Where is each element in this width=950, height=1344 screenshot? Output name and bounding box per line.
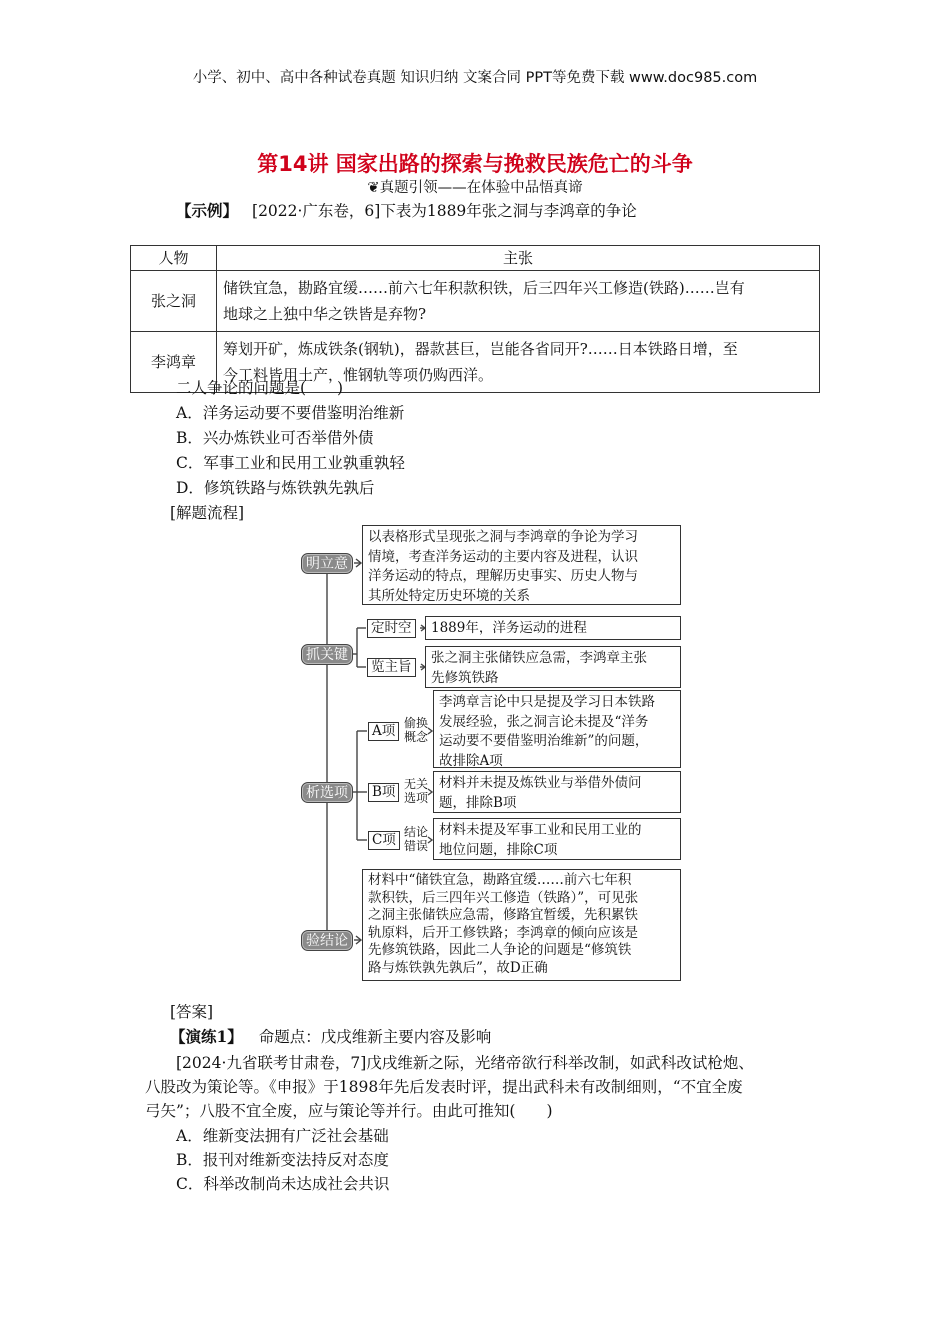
box-line: 故排除A项: [439, 752, 503, 769]
claim-line: 今工料皆用土产，惟钢轨等项仍购西洋。: [223, 366, 494, 384]
box-line: 发展经验，张之洞言论未提及“洋务: [439, 713, 649, 730]
option-a-box: [433, 690, 681, 768]
example-tag: 【示例】: [176, 201, 239, 220]
reason-line: 选项: [404, 791, 429, 805]
reason-c: [404, 825, 428, 853]
practice-text-line1: [2024·九省联考甘肃卷，7]戊戌维新之际，光绪帝欲行科举改制，如武科改试枪炮、: [176, 1054, 754, 1072]
reason-line: 无关: [404, 777, 429, 791]
subtitle-text: 真题引领——在体验中品悟真谛: [379, 180, 583, 196]
practice-text-line3: 弓矢”；八股不宜全废，应与策论等并行。由此可推知( ): [145, 1102, 553, 1120]
practice-point: 命题点：戊戌维新主要内容及影响: [258, 1028, 492, 1046]
box-line: 路与炼铁孰先孰后”，故D正确: [368, 959, 548, 976]
claim-line: 储铁宜急，勘路宜缓……前六七年积款积铁，后三四年兴工修造(铁路)……岂有: [223, 279, 745, 297]
step-verify-conclusion: 验结论: [301, 930, 353, 951]
option-c: C．军事工业和民用工业孰重孰轻: [176, 454, 405, 472]
claim-line: 地球之上独中华之铁皆是弃物?: [223, 305, 427, 323]
tag-option-b: B项: [368, 783, 399, 802]
lesson-title: 第14讲 国家出路的探索与挽救民族危亡的斗争: [257, 152, 693, 176]
step-grasp-key: 抓关键: [301, 644, 353, 665]
tag-main-idea: 览主旨: [367, 658, 416, 677]
box-line: 张之洞主张储铁应急需，李鸿章主张: [431, 650, 647, 666]
box-line: 洋务运动的特点，理解历史事实、历史人物与: [368, 568, 638, 584]
reason-line: 偷换: [404, 716, 429, 730]
reason-a: [404, 716, 428, 744]
option-b-box: [433, 771, 681, 813]
tag-option-a: A项: [368, 722, 399, 741]
tag-time-space: 定时空: [367, 619, 416, 638]
practice-option-c: C．科举改制尚未达成社会共识: [176, 1175, 390, 1193]
row-person: 张之洞: [131, 271, 217, 332]
practice-option-a: A．维新变法拥有广泛社会基础: [176, 1127, 389, 1145]
step-identify-intent: 明立意: [301, 553, 353, 574]
option-a: A．洋务运动要不要借鉴明治维新: [176, 404, 405, 422]
main-idea-box: [425, 646, 681, 688]
reason-b: [404, 777, 428, 805]
header-claim: 主张: [217, 246, 820, 271]
box-line: 材料中“储铁宜急，勘路宜缓……前六七年积: [368, 872, 632, 888]
step-analyze-options: 析选项: [301, 782, 353, 803]
box-line: 先修筑铁路: [431, 669, 499, 686]
option-c-box: [433, 818, 681, 860]
box-line: 李鸿章言论中只是提及学习日本铁路: [439, 694, 655, 710]
box-line: 轨原料，后开工修铁路；李鸿章的倾向应该是: [368, 924, 638, 941]
reason-line: 概念: [404, 730, 429, 744]
site-banner: 小学、初中、高中各种试卷真题 知识归纳 文案合同 PPT等免费下载 www.doc985.com: [192, 70, 758, 86]
box-line: 题，排除B项: [439, 794, 517, 811]
box-line: 材料未提及军事工业和民用工业的: [439, 822, 642, 838]
claim-line: 筹划开矿，炼成铁条(钢轨)，器款甚巨，岂能各省同开?……日本铁路日增，至: [223, 340, 738, 358]
example-text: [2022·广东卷，6]下表为1889年张之洞与李鸿章的争论: [252, 202, 637, 220]
box-line: 地位问题，排除C项: [439, 841, 558, 858]
practice-heading: [170, 1025, 491, 1047]
flow-label: [解题流程]: [170, 504, 245, 522]
option-d: D．修筑铁路与炼铁孰先孰后: [176, 479, 375, 497]
box-line: 之洞主张储铁应急需，修路宜暂缓，先积累铁: [368, 907, 638, 924]
row-person: 李鸿章: [131, 332, 217, 393]
reason-line: 错误: [404, 839, 429, 853]
practice-text-line2: 八股改为策论等。《申报》于1898年先后发表时评，提出武科未有改制细则，“不宜全废: [145, 1078, 743, 1096]
box-line: 先修筑铁路，因此二人争论的问题是“修筑铁: [368, 942, 632, 959]
question-stem: 二人争论的问题是( ): [176, 379, 344, 397]
conclusion-box: [362, 869, 681, 981]
answer-label: [答案]: [170, 1003, 214, 1021]
box-line: 以表格形式呈现张之洞与李鸿章的争论为学习: [368, 529, 638, 545]
time-space-box: 1889年，洋务运动的进程: [425, 616, 681, 640]
practice-option-b: B．报刊对维新变法持反对态度: [176, 1151, 389, 1169]
practice-tag: 【演练1】: [170, 1027, 243, 1046]
leaf-icon: ❦: [367, 180, 380, 196]
box-line: 情境，考查洋务运动的主要内容及进程，认识: [368, 548, 638, 565]
tag-option-c: C项: [368, 831, 400, 850]
intent-box: [362, 525, 681, 605]
header-person: 人物: [131, 246, 217, 271]
option-b: B．兴办炼铁业可否举借外债: [176, 429, 374, 447]
box-line: 款积铁，后三四年兴工修造（铁路）”，可见张: [368, 889, 639, 906]
box-line: 其所处特定历史环境的关系: [368, 587, 530, 604]
box-line: 材料并未提及炼铁业与举借外债问: [439, 775, 642, 791]
box-line: 运动要不要借鉴明治维新”的问题，: [439, 733, 649, 749]
reason-line: 结论: [404, 825, 429, 839]
